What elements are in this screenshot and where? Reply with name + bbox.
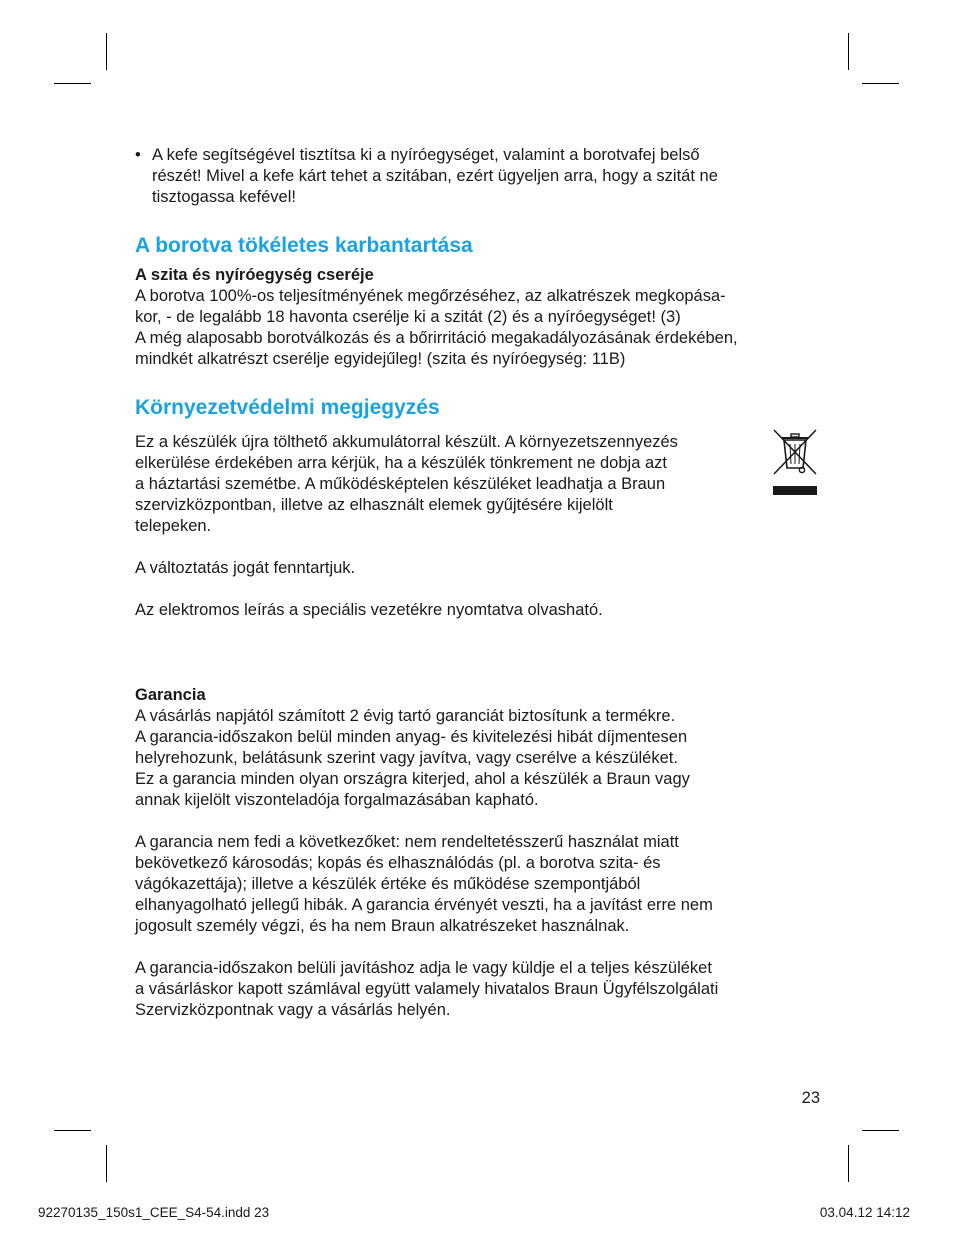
environment-line: telepeken. — [135, 517, 212, 535]
maintenance-line: kor, - de legalább 18 havonta cserélje ki a szitát (2) és a nyíróegységet! (3) — [135, 308, 681, 326]
crop-mark-top-left-horizontal — [54, 83, 91, 84]
change-notice: A változtatás jogát fenntartjuk. — [135, 559, 356, 577]
environment-section — [135, 432, 825, 537]
warranty-line: vágókazettája); illetve a készülék értéke és működése szempontjából — [135, 875, 641, 893]
maintenance-line: A borotva 100%-os teljesítményének megőrzéséhez, az alkatrészek megkopása- — [135, 287, 726, 305]
bullet-symbol: • — [135, 146, 141, 164]
warranty-line: A garancia-időszakon belüli javításhoz adja le vagy küldje el a teljes készüléket — [135, 959, 712, 977]
footer-file-info: 92270135_150s1_CEE_S4-54.indd 23 — [38, 1205, 270, 1220]
crossed-out-wheelie-bin-icon — [771, 428, 819, 498]
maintenance-subheading: A szita és nyíróegység cseréje — [135, 266, 374, 284]
maintenance-line: A még alaposabb borotválkozás és a bőrirritáció megakadályozásának érdekében, — [135, 329, 738, 347]
crop-mark-top-left-vertical — [106, 33, 107, 70]
maintenance-heading: A borotva tökéletes karbantartása — [135, 234, 473, 257]
crop-mark-bottom-right-vertical — [848, 1145, 849, 1182]
warranty-section — [135, 685, 825, 1021]
bullet-line: részét! Mivel a kefe kárt tehet a szitában, ezért ügyeljen arra, hogy a szitát ne — [152, 167, 718, 185]
warranty-line: a vásárláskor kapott számlával együtt valamely hivatalos Braun Ügyfélszolgálati — [135, 980, 719, 998]
bullet-line: A kefe segítségével tisztítsa ki a nyíróegységet, valamint a borotvafej belső — [152, 146, 700, 164]
environment-line: elkerülése érdekében arra kérjük, ha a készülék tönkrement ne dobja azt — [135, 454, 667, 472]
intro-bullet-item — [135, 145, 825, 208]
environment-text — [135, 432, 770, 537]
warranty-line: A vásárlás napjától számított 2 évig tartó garanciát biztosítunk a termékre. — [135, 707, 676, 725]
warranty-line: elhanyagolható jellegű hibák. A garancia érvényét veszti, ha a javítást erre nem — [135, 896, 713, 914]
crop-mark-bottom-right-horizontal — [862, 1130, 899, 1131]
warranty-line: Ez a garancia minden olyan országra kiterjed, ahol a készülék a Braun vagy — [135, 770, 690, 788]
warranty-line: A garancia nem fedi a következőket: nem rendeltetésszerű használat miatt — [135, 833, 679, 851]
crop-mark-top-right-vertical — [848, 33, 849, 70]
warranty-line: Szervizközpontnak vagy a vásárlás helyén. — [135, 1001, 451, 1019]
environment-line: Ez a készülék újra tölthető akkumulátorral készült. A környezetszennyezés — [135, 433, 678, 451]
crop-mark-top-right-horizontal — [862, 83, 899, 84]
footer-timestamp: 03.04.12 14:12 — [819, 1205, 910, 1220]
electrical-notice: Az elektromos leírás a speciális vezetékre nyomtatva olvasható. — [135, 601, 603, 619]
environment-line: szervizközpontban, illetve az elhasznált elemek gyűjtésére kijelölt — [135, 496, 613, 514]
warranty-line: annak kijelölt viszonteladója forgalmazásában kapható. — [135, 791, 539, 809]
page-number: 23 — [801, 1089, 820, 1107]
warranty-heading: Garancia — [135, 686, 206, 704]
warranty-line: jogosult személy végzi, és ha nem Braun alkatrészeket használnak. — [135, 917, 630, 935]
maintenance-section — [135, 265, 825, 370]
warranty-service — [135, 958, 825, 1021]
crop-mark-bottom-left-horizontal — [54, 1130, 91, 1131]
maintenance-line: mindkét alkatrészt cserélje egyidejűleg! (szita és nyíróegység: 11B) — [135, 350, 626, 368]
warranty-line: bekövetkező károsodás; kopás és elhasználódás (pl. a borotva szita- és — [135, 854, 661, 872]
warranty-line: A garancia-időszakon belül minden anyag- és kivitelezési hibát díjmentesen — [135, 728, 688, 746]
warranty-exclusions — [135, 832, 825, 937]
crop-mark-bottom-left-vertical — [106, 1145, 107, 1182]
warranty-line: helyrehozunk, belátásunk szerint vagy javítva, vagy cserélve a készüléket. — [135, 749, 678, 767]
environment-heading: Környezetvédelmi megjegyzés — [135, 396, 440, 419]
page-content — [135, 145, 825, 1021]
environment-line: a háztartási szemétbe. A működésképtelen készüléket leadhatja a Braun — [135, 475, 666, 493]
bullet-line: tisztogassa kefével! — [152, 188, 296, 206]
